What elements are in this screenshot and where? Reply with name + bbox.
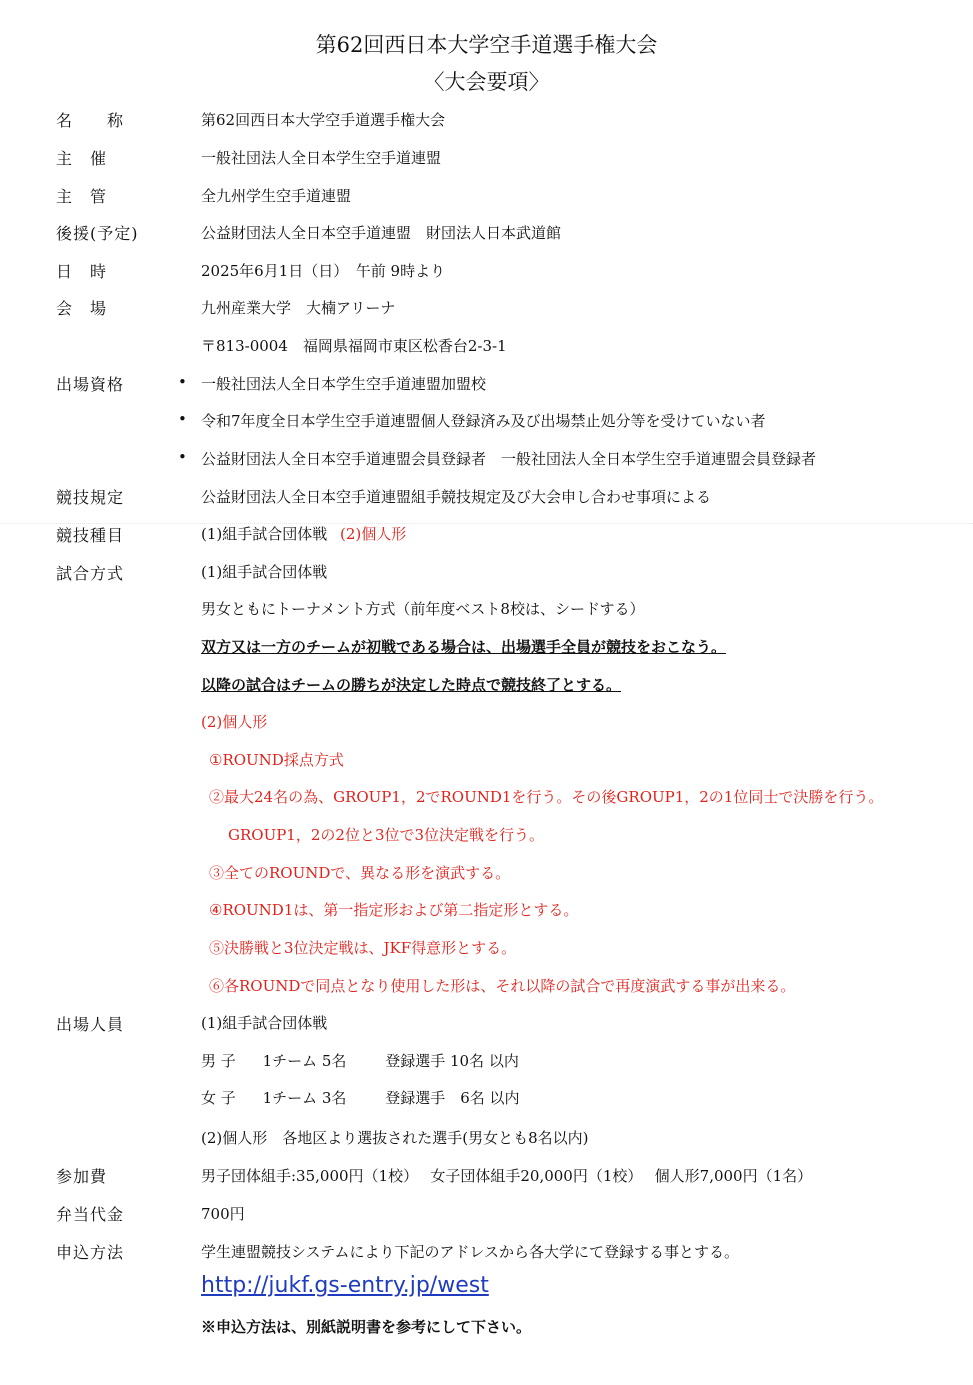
bullet-icon: •: [178, 448, 187, 466]
format-kata-heading: (2)個人形: [201, 713, 268, 731]
label-apply: 申込方法: [56, 1243, 125, 1262]
participants-men: [201, 1050, 519, 1071]
label-support: 後援(予定): [56, 224, 139, 243]
label-name: 名 称: [56, 111, 125, 130]
bullet-icon: •: [178, 410, 187, 428]
men-reg: 登録選手 10名 以内: [385, 1052, 519, 1070]
participants-women: [201, 1087, 520, 1108]
label-lunch: 弁当代金: [56, 1205, 125, 1224]
label-host: 主 催: [56, 149, 108, 168]
value-support: 公益財団法人全日本空手道連盟 財団法人日本武道館: [201, 224, 562, 242]
label-date: 日 時: [56, 262, 108, 281]
label-eligibility: 出場資格: [56, 375, 125, 394]
women-label: 女 子: [201, 1089, 236, 1107]
eligibility-item: 一般社団法人全日本学生空手道連盟加盟校: [201, 375, 487, 393]
page-title: 第62回西日本大学空手道選手権大会: [315, 33, 658, 57]
value-lunch: 700円: [201, 1205, 245, 1223]
format-team-line: 双方又は一方のチームが初戦である場合は、出場選手全員が競技をおこなう。: [201, 638, 727, 656]
eligibility-item: 令和7年度全日本学生空手道連盟個人登録済み及び出場禁止処分等を受けていない者: [201, 412, 766, 430]
value-date: 2025年6月1日（日） 午前 9時より: [201, 262, 446, 280]
kata-item: ①ROUND採点方式: [209, 751, 344, 769]
women-team: 1チーム 3名: [262, 1089, 347, 1107]
kata-item: GROUP1，2の2位と3位で3位決定戦を行う。: [228, 826, 545, 844]
value-rules: 公益財団法人全日本空手道連盟組手競技規定及び大会申し合わせ事項による: [201, 488, 712, 506]
men-label: 男 子: [201, 1052, 236, 1070]
format-team-heading: (1)組手試合団体戦: [201, 563, 328, 581]
divider: [0, 523, 973, 524]
kata-item: ⑤決勝戦と3位決定戦は、JKF得意形とする。: [209, 939, 517, 957]
kata-item: ③全てのROUNDで、異なる形を演武する。: [209, 864, 511, 882]
women-reg: 登録選手 6名 以内: [385, 1089, 520, 1107]
value-venue: 九州産業大学 大楠アリーナ: [201, 299, 396, 317]
value-apply: 学生連盟競技システムにより下記のアドレスから各大学にて登録する事とする。: [201, 1243, 740, 1261]
format-team-line: 以降の試合はチームの勝ちが決定した時点で競技終了とする。: [201, 676, 622, 694]
men-team: 1チーム 5名: [262, 1052, 347, 1070]
participants-heading: (1)組手試合団体戦: [201, 1014, 328, 1032]
label-format: 試合方式: [56, 564, 125, 583]
value-name: 第62回西日本大学空手道選手権大会: [201, 111, 446, 129]
label-participants: 出場人員: [56, 1015, 125, 1034]
entry-url-link[interactable]: http://jukf.gs-entry.jp/west: [201, 1273, 489, 1298]
label-venue: 会 場: [56, 299, 108, 318]
participants-kata: (2)個人形 各地区より選抜された選手(男女とも8名以内): [201, 1129, 589, 1147]
page-subtitle: 〈大会要項〉: [423, 70, 550, 94]
label-fee: 参加費: [56, 1167, 108, 1186]
kata-item: ②最大24名の為、GROUP1，2でROUND1を行う。その後GROUP1，2の1位同士で決勝を行う。: [209, 788, 884, 806]
value-venue-address: 〒813-0004 福岡県福岡市東区松香台2-3-1: [201, 337, 507, 355]
label-organizer: 主 管: [56, 187, 108, 206]
value-events: [201, 523, 406, 544]
label-events: 競技種目: [56, 526, 125, 545]
event-kata: (2)個人形: [340, 525, 407, 543]
value-fee: 男子団体組手:35,000円（1校） 女子団体組手20,000円（1校） 個人形7,000円（1名）: [201, 1167, 813, 1185]
event-team: (1)組手試合団体戦: [201, 525, 328, 543]
kata-item: ⑥各ROUNDで同点となり使用した形は、それ以降の試合で再度演武する事が出来る。: [209, 977, 796, 995]
value-host: 一般社団法人全日本学生空手道連盟: [201, 149, 442, 167]
kata-item: ④ROUND1は、第一指定形および第二指定形とする。: [209, 901, 579, 919]
eligibility-item: 公益財団法人全日本空手道連盟会員登録者 一般社団法人全日本学生空手道連盟会員登録者: [201, 450, 817, 468]
apply-note: ※申込方法は、別紙説明書を参考にして下さい。: [201, 1318, 532, 1336]
format-team-line: 男女ともにトーナメント方式（前年度ベスト8校は、シードする）: [201, 600, 645, 618]
value-organizer: 全九州学生空手道連盟: [201, 187, 352, 205]
label-rules: 競技規定: [56, 488, 125, 507]
bullet-icon: •: [178, 373, 187, 391]
